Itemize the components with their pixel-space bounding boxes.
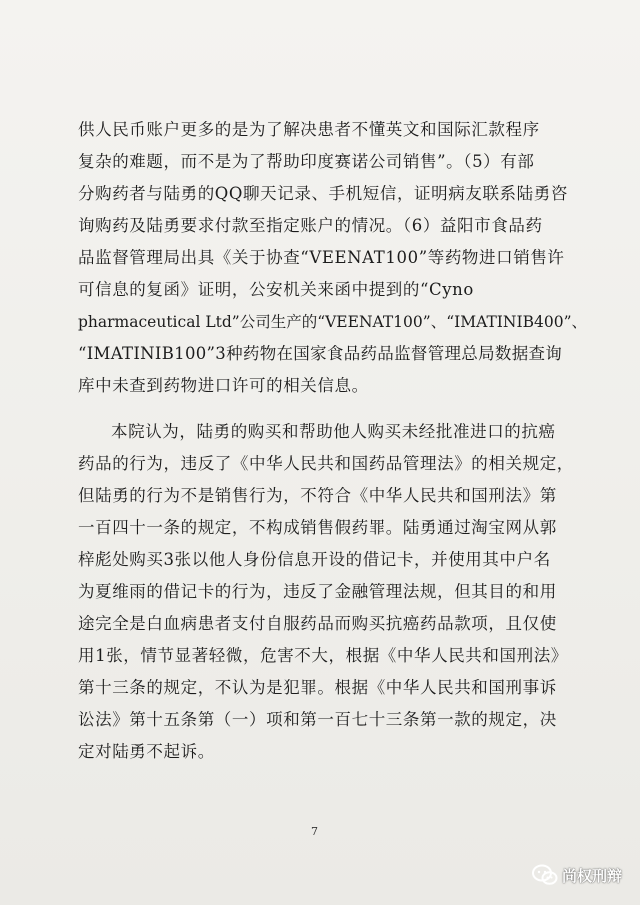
text-line: 一百四十一条的规定，不构成销售假药罪。陆勇通过淘宝网从郭 bbox=[78, 518, 557, 537]
text-line: 讼法》第十五条第（一）项和第一百七十三条第一款的规定，决 bbox=[78, 710, 557, 729]
text-line: 供人民币账户更多的是为了解决患者不懂英文和国际汇款程序 bbox=[78, 120, 540, 139]
text-line: 库中未查到药物进口许可的相关信息。 bbox=[78, 376, 369, 395]
text-line: 第十三条的规定，不认为是犯罪。根据《中华人民共和国刑事诉 bbox=[78, 678, 557, 697]
text-line: 可信息的复函》证明，公安机关来函中提到的“Cyno bbox=[78, 280, 474, 299]
text-line: 为夏维雨的借记卡的行为，违反了金融管理法规，但其目的和用 bbox=[78, 582, 557, 601]
paragraph-court-opinion bbox=[78, 416, 578, 768]
page-number: 7 bbox=[311, 825, 318, 838]
text-line: 药品的行为，违反了《中华人民共和国药品管理法》的相关规定， bbox=[78, 454, 574, 473]
wechat-icon bbox=[532, 864, 558, 886]
text-line: pharmaceutical Ltd”公司生产的“VEENAT100”、“IMATINIB400”、 bbox=[78, 313, 588, 331]
text-line: 用1张，情节显著轻微，危害不大，根据《中华人民共和国刑法》 bbox=[78, 646, 568, 665]
text-line: 本院认为，陆勇的购买和帮助他人购买未经批准进口的抗癌 bbox=[111, 422, 556, 441]
text-line: 但陆勇的行为不是销售行为，不符合《中华人民共和国刑法》第 bbox=[78, 486, 557, 505]
text-line: 分购药者与陆勇的QQ聊天记录、手机短信，证明病友联系陆勇咨 bbox=[78, 184, 568, 203]
text-line: “IMATINIB100”3种药物在国家食品药品监督管理总局数据查询 bbox=[78, 344, 563, 363]
text-line: 复杂的难题，而不是为了帮助印度赛诺公司销售”。（5）有部 bbox=[78, 152, 535, 171]
paragraph-evidence bbox=[78, 114, 588, 402]
watermark-label: 尚权刑辩 bbox=[561, 866, 622, 885]
text-line: 定对陆勇不起诉。 bbox=[78, 742, 215, 761]
watermark bbox=[532, 864, 622, 886]
text-line: 询购药及陆勇要求付款至指定账户的情况。（6）益阳市食品药 bbox=[78, 216, 543, 235]
text-line: 梓彪处购买3张以他人身份信息开设的借记卡，并使用其中户名 bbox=[78, 550, 551, 569]
text-line: 品监督管理局出具《关于协查“VEENAT100”等药物进口销售许 bbox=[78, 248, 565, 267]
text-line: 途完全是白血病患者支付自服药品而购买抗癌药品款项，且仅使 bbox=[78, 614, 557, 633]
